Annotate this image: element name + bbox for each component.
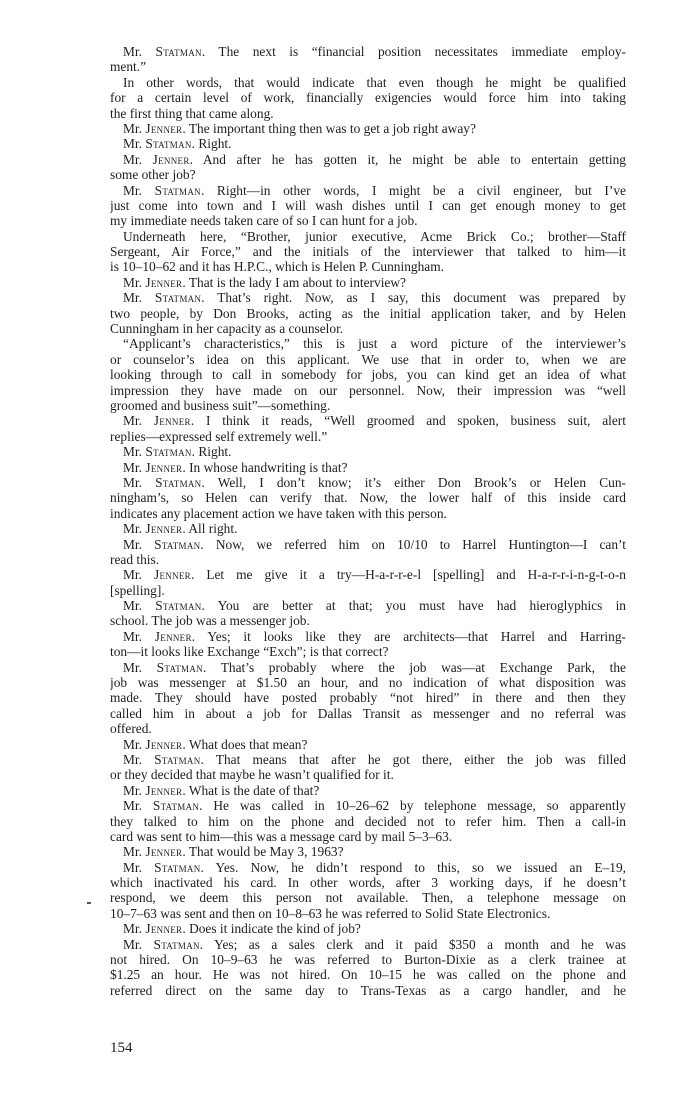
line-text: read this.	[110, 551, 160, 567]
speaker-name: Jenner	[145, 844, 183, 860]
testimony-paragraph	[110, 275, 626, 290]
speaker-name: Jenner	[145, 274, 183, 290]
line-text: And after he has gotten it, he might be able to entertain getting	[202, 151, 626, 167]
speaker-name: Statman	[152, 798, 200, 814]
line-text: ningham’s, so Helen can verify that. Now, the lower half of this inside card	[110, 490, 626, 506]
speaker-name: Jenner	[145, 120, 183, 136]
line-text: which inactivated his card. In other words, after 3 working days, if he doesn’t	[110, 875, 626, 891]
line-text: In other words, that would indicate that even though he might be qualified	[123, 74, 626, 90]
speaker-prefix: Mr.	[123, 459, 142, 475]
line-text: Yes; as a sales clerk and it paid $350 a month and he was	[214, 936, 626, 952]
testimony-paragraph	[110, 937, 626, 999]
text-line	[110, 706, 626, 721]
speaker-name: Jenner	[145, 459, 183, 475]
testimony-paragraph	[110, 629, 626, 660]
text-line	[110, 552, 626, 567]
text-line	[110, 213, 626, 228]
line-text: That means that after he got there, either the job was filled	[215, 751, 626, 767]
testimony-paragraph	[110, 460, 626, 475]
speaker-prefix: Mr.	[123, 921, 142, 937]
paragraph	[110, 336, 626, 413]
paragraph	[110, 75, 626, 121]
speaker-prefix: Mr.	[123, 859, 142, 875]
text-line	[110, 675, 626, 690]
text-line	[110, 398, 626, 413]
line-text: Sergeant, Air Force,” and the initials of the interviewer that talked to him—it	[110, 244, 626, 260]
speaker-prefix: Mr.	[123, 151, 142, 167]
line-text: $1.25 an hour. He was not hired. On 10–15 he was called on the phone and	[110, 967, 626, 983]
line-text: That’s probably where the job was—at Exchange Park, the	[220, 659, 626, 675]
speaker-prefix: Mr.	[123, 44, 142, 59]
text-line	[110, 952, 626, 967]
line-text: referred direct on the same day to Trans-Texas as a cargo handler, and he	[110, 982, 626, 998]
text-line: Mr. Jenner. What is the date of that?	[123, 782, 320, 798]
testimony-paragraph	[110, 290, 626, 336]
transcript-body	[110, 44, 626, 998]
speaker-name: Statman	[154, 859, 201, 875]
line-text: Yes. Now, he didn’t respond to this, so we issued an E–19,	[215, 859, 626, 875]
line-text: [spelling].	[110, 582, 165, 598]
line-text: Right.	[198, 444, 232, 460]
line-text: they talked to him on the phone and decided not to refer him. Then a call-in	[110, 813, 626, 829]
line-text: replies—expressed self extremely well.”	[110, 428, 328, 444]
speaker-name: Statman	[153, 936, 200, 952]
speaker-prefix: Mr.	[123, 521, 142, 537]
line-text: my immediate needs taken care of so I can hunt for a job.	[110, 213, 418, 229]
line-text: not hired. On 10–9–63 he was referred to Burton-Dixie as a clerk trainee at	[110, 952, 626, 968]
line-text: That is the lady I am about to interview?	[188, 274, 406, 290]
testimony-paragraph	[110, 752, 626, 783]
speaker-prefix: Mr.	[123, 567, 142, 583]
testimony-paragraph	[110, 537, 626, 568]
speaker-name: Statman	[155, 598, 202, 614]
line-text: Yes; it looks like they are architects—that Harrel and Harring-	[207, 628, 626, 644]
speaker-name: Statman	[145, 136, 192, 152]
line-text: You are better at that; you must have had hieroglyphics in	[217, 598, 626, 614]
text-line	[110, 506, 626, 521]
text-line: Mr. Statman. The next is “financial position necessitates immediate employ-	[123, 44, 626, 59]
testimony-paragraph	[110, 737, 626, 752]
speaker-name: Statman	[145, 444, 192, 460]
line-text: Cunningham in her capacity as a counselor.	[110, 321, 344, 337]
speaker-name: Jenner	[152, 151, 190, 167]
line-text: just come into town and I will wash dishes until I can get enough money to get	[110, 197, 626, 213]
speaker-prefix: Mr.	[123, 598, 142, 614]
speaker-name: Statman	[154, 182, 201, 198]
testimony-paragraph	[110, 183, 626, 229]
speaker-name: Statman	[155, 474, 202, 490]
text-line	[110, 690, 626, 705]
speaker-name: Jenner	[145, 736, 183, 752]
text-line: Mr. Statman. Right—in other words, I might be a civil engineer, but I’ve	[123, 182, 626, 198]
line-text: card was sent to him—this was a message card by mail 5–3–63.	[110, 828, 453, 844]
line-text: The important thing then was to get a job right away?	[188, 120, 476, 136]
text-line	[110, 259, 626, 274]
text-line	[110, 106, 626, 121]
text-line	[110, 198, 626, 213]
line-text: job was messenger at $1.50 an hour, and no indication of what disposition was	[110, 675, 626, 691]
testimony-paragraph	[110, 567, 626, 598]
text-line: Mr. Statman. That’s probably where the job was—at Exchange Park, the	[123, 659, 626, 675]
line-text: called him in about a job for Dallas Transit as messenger and no referral was	[110, 705, 626, 721]
speaker-prefix: Mr.	[123, 536, 142, 552]
text-line	[110, 167, 626, 182]
speaker-prefix: Mr.	[123, 474, 142, 490]
text-line	[110, 321, 626, 336]
speaker-name: Statman	[156, 659, 203, 675]
text-line: Mr. Jenner. That is the lady I am about to interview?	[123, 274, 406, 290]
line-text: indicates any placement action we have taken with this person.	[110, 505, 447, 521]
speaker-prefix: Mr.	[123, 751, 142, 767]
text-line: Mr. Jenner. The important thing then was to get a job right away?	[123, 120, 476, 136]
speaker-prefix: Mr.	[123, 290, 142, 306]
line-text: Underneath here, “Brother, junior executive, Acme Brick Co.; brother—Staff	[123, 228, 626, 244]
text-line: Mr. Statman. That means that after he got there, either the job was filled	[123, 751, 626, 767]
text-line: Mr. Statman. Yes. Now, he didn’t respond to this, so we issued an E–19,	[123, 859, 626, 875]
text-line	[110, 367, 626, 382]
testimony-paragraph	[110, 44, 626, 75]
testimony-paragraph	[110, 598, 626, 629]
line-text: Let me give it a try—H-a-r-r-e-l [spelling] and H-a-r-r-i-n-g-t-o-n	[206, 567, 626, 583]
text-line: Mr. Jenner. And after he has gotten it, he might be able to entertain getting	[123, 151, 626, 167]
line-text: ment.”	[110, 59, 147, 75]
text-line	[110, 890, 626, 905]
text-line: Mr. Jenner. All right.	[123, 521, 238, 537]
speaker-prefix: Mr.	[123, 844, 142, 860]
text-line	[110, 644, 626, 659]
speaker-prefix: Mr.	[123, 444, 142, 460]
line-text: school. The job was a messenger job.	[110, 613, 310, 629]
text-line	[110, 767, 626, 782]
line-text: groomed and business suit”—something.	[110, 397, 331, 413]
line-text: What does that mean?	[188, 736, 308, 752]
text-line	[110, 336, 626, 351]
line-text: respond, we deem this person not available. Then, a telephone message on	[110, 890, 626, 906]
speaker-name: Jenner	[153, 413, 191, 429]
speaker-prefix: Mr.	[123, 413, 142, 429]
line-text: is 10–10–62 and it has H.P.C., which is Helen P. Cunningham.	[110, 259, 445, 275]
text-line: Mr. Statman. Right.	[123, 444, 232, 460]
speaker-prefix: Mr.	[123, 628, 142, 644]
speaker-name: Statman	[154, 536, 201, 552]
text-line: Mr. Statman. You are better at that; you must have had hieroglyphics in	[123, 598, 626, 614]
line-text: Right—in other words, I might be a civil engineer, but I’ve	[216, 182, 626, 198]
text-line: Mr. Statman. He was called in 10–26–62 by telephone message, so apparently	[123, 798, 626, 814]
text-line: Mr. Jenner. Does it indicate the kind of job?	[123, 921, 361, 937]
text-line	[110, 583, 626, 598]
text-line	[110, 814, 626, 829]
text-line: Mr. Jenner. Yes; it looks like they are architects—that Harrel and Harring-	[123, 628, 626, 644]
paragraph	[110, 229, 626, 275]
text-line	[110, 429, 626, 444]
line-text: What is the date of that?	[188, 782, 320, 798]
line-text: 10–7–63 was sent and then on 10–8–63 he was referred to Solid State Electronics.	[110, 905, 551, 921]
line-text: or counselor’s idea on this applicant. We use that in order to, when we are	[110, 351, 626, 367]
text-line: Mr. Statman. Well, I don’t know; it’s either Don Brook’s or Helen Cun-	[123, 474, 626, 490]
line-text: The next is “financial position necessitates immediate employ-	[218, 44, 626, 59]
line-text: I think it reads, “Well groomed and spoken, business suit, alert	[205, 413, 626, 429]
text-line	[110, 244, 626, 259]
speaker-name: Statman	[155, 44, 202, 59]
speaker-name: Jenner	[145, 521, 183, 537]
speaker-name: Jenner	[145, 921, 183, 937]
line-text: That’s right. Now, as I say, this document was prepared by	[217, 290, 626, 306]
text-line: Mr. Jenner. I think it reads, “Well groomed and spoken, business suit, alert	[123, 413, 626, 429]
line-text: looking through to call in somebody for jobs, you can kind get an idea of what	[110, 367, 626, 383]
testimony-paragraph	[110, 860, 626, 922]
text-line: Mr. Jenner. That would be May 3, 1963?	[123, 844, 344, 860]
text-line: Mr. Statman. Yes; as a sales clerk and it paid $350 a month and he was	[123, 936, 626, 952]
line-text: “Applicant’s characteristics,” this is just a word picture of the interviewer’s	[123, 336, 626, 352]
text-line	[110, 490, 626, 505]
testimony-paragraph	[110, 152, 626, 183]
speaker-prefix: Mr.	[123, 659, 142, 675]
text-line	[110, 906, 626, 921]
line-text: ton—it looks like Exchange “Exch”; is that correct?	[110, 644, 389, 660]
testimony-paragraph	[110, 798, 626, 844]
text-line	[110, 306, 626, 321]
line-text: some other job?	[110, 167, 196, 183]
speaker-prefix: Mr.	[123, 936, 142, 952]
line-text: for a certain level of work, financially exigencies would force him into taking	[110, 90, 626, 106]
text-line: Mr. Statman. Right.	[123, 136, 232, 152]
speaker-name: Statman	[154, 290, 202, 306]
speaker-prefix: Mr.	[123, 798, 142, 814]
text-line	[110, 721, 626, 736]
line-text: In whose handwriting is that?	[189, 459, 348, 475]
line-text: Does it indicate the kind of job?	[189, 921, 361, 937]
text-line: Mr. Statman. Now, we referred him on 10/10 to Harrel Huntington—I can’t	[123, 536, 626, 552]
speaker-name: Jenner	[153, 567, 191, 583]
speaker-prefix: Mr.	[123, 782, 142, 798]
text-line: Mr. Statman. That’s right. Now, as I say, this document was prepared by	[123, 290, 626, 306]
testimony-paragraph	[110, 521, 626, 536]
text-line	[110, 875, 626, 890]
line-text: two people, by Don Brooks, acting as the initial application taker, and by Helen	[110, 305, 626, 321]
testimony-paragraph	[110, 475, 626, 521]
speaker-name: Jenner	[145, 782, 183, 798]
testimony-paragraph	[110, 413, 626, 444]
text-line	[110, 967, 626, 982]
testimony-paragraph	[110, 121, 626, 136]
testimony-paragraph	[110, 783, 626, 798]
line-text: impression they have made on our personnel. Now, their impression was “well	[110, 382, 626, 398]
line-text: offered.	[110, 721, 152, 737]
text-line: Mr. Jenner. What does that mean?	[123, 736, 308, 752]
speaker-prefix: Mr.	[123, 120, 142, 136]
testimony-paragraph	[110, 844, 626, 859]
speaker-name: Jenner	[154, 628, 192, 644]
speaker-prefix: Mr.	[123, 136, 142, 152]
line-text: All right.	[188, 521, 238, 537]
line-text: the first thing that came along.	[110, 105, 274, 121]
line-text: Now, we referred him on 10/10 to Harrel Huntington—I can’t	[215, 536, 626, 552]
text-line	[110, 613, 626, 628]
testimony-paragraph	[110, 136, 626, 151]
line-text: or they decided that maybe he wasn’t qualified for it.	[110, 767, 394, 783]
line-text: Right.	[198, 136, 232, 152]
testimony-paragraph	[110, 444, 626, 459]
speaker-prefix: Mr.	[123, 274, 142, 290]
text-line: Mr. Jenner. Let me give it a try—H-a-r-r-e-l [spelling] and H-a-r-r-i-n-g-t-o-n	[123, 567, 626, 583]
testimony-paragraph	[110, 921, 626, 936]
text-line	[110, 383, 626, 398]
speaker-prefix: Mr.	[123, 736, 142, 752]
text-line	[110, 352, 626, 367]
line-text: That would be May 3, 1963?	[188, 844, 344, 860]
text-line	[110, 75, 626, 90]
text-line	[110, 983, 626, 998]
speaker-name: Statman	[154, 751, 201, 767]
text-line: Mr. Jenner. In whose handwriting is that?	[123, 459, 348, 475]
text-line	[110, 229, 626, 244]
margin-mark	[87, 902, 91, 904]
line-text: He was called in 10–26–62 by telephone message, so apparently	[213, 798, 626, 814]
line-text: Well, I don’t know; it’s either Don Brook’s or Helen Cun-	[217, 474, 626, 490]
speaker-prefix: Mr.	[123, 182, 142, 198]
text-line	[110, 59, 626, 74]
text-line	[110, 90, 626, 105]
line-text: made. They should have posted probably “not hired” in there and then they	[110, 690, 626, 706]
text-line	[110, 829, 626, 844]
testimony-paragraph	[110, 660, 626, 737]
page-number: 154	[110, 1040, 133, 1056]
